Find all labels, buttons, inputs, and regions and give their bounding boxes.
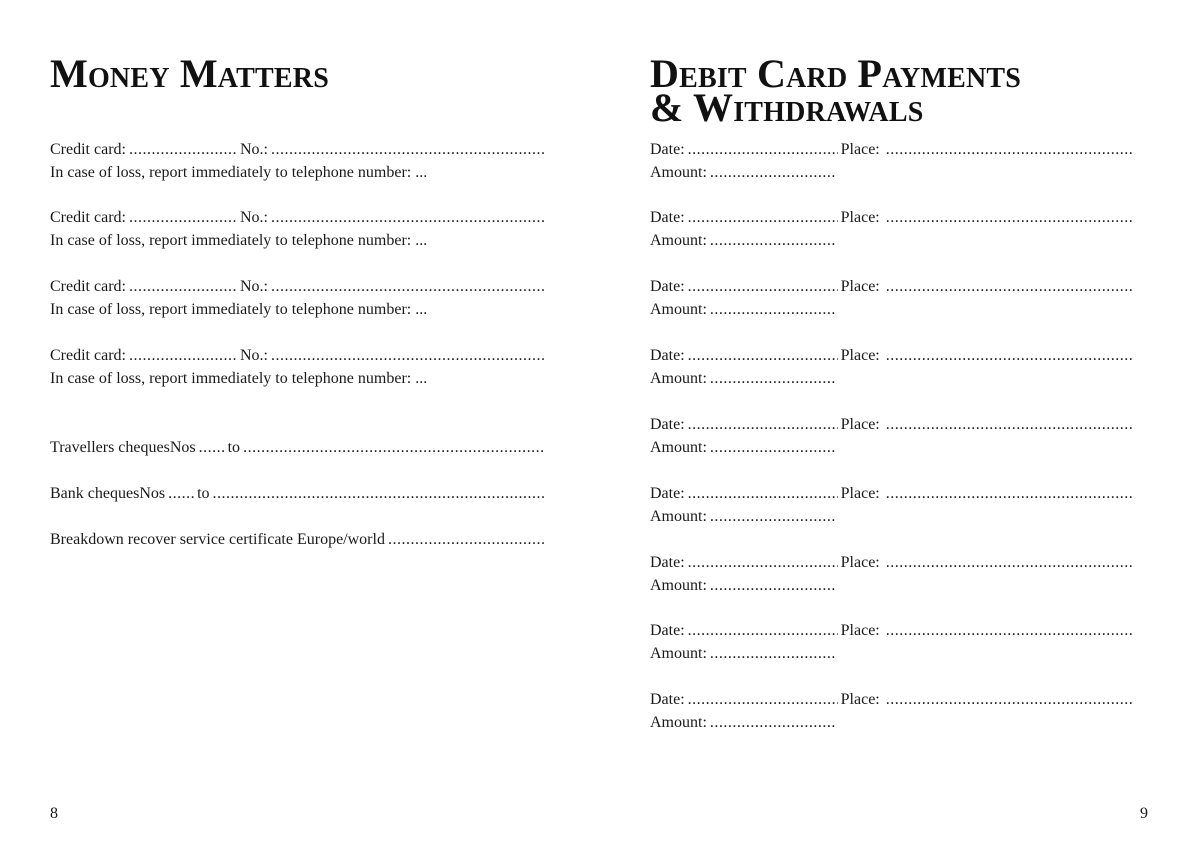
page-number-right: 9 [1140,805,1148,822]
number-field[interactable] [271,346,544,366]
place-label: Place: [840,622,880,639]
amount-line [650,369,850,389]
place-field[interactable] [886,484,1133,504]
amount-label: Amount: [650,577,707,594]
amount-label: Amount: [650,301,707,318]
amount-line [650,713,850,733]
amount-line [650,231,850,251]
place-field[interactable] [886,277,1133,297]
amount-line [650,163,850,183]
date-field[interactable] [688,346,838,366]
date-place-line [650,621,1136,641]
amount-field[interactable] [710,163,836,183]
breakdown-label: Breakdown recover service certificate Europe/world [50,531,385,548]
date-field[interactable] [688,690,838,710]
credit-card-field[interactable] [129,140,237,160]
amount-field[interactable] [710,369,836,389]
amount-field[interactable] [710,576,836,596]
credit-card-line-1 [50,140,547,160]
place-label: Place: [840,485,880,502]
amount-label: Amount: [650,164,707,181]
date-label: Date: [650,278,685,295]
place-field[interactable] [886,690,1133,710]
credit-card-field[interactable] [129,277,237,297]
travellers-cheques-label: Travellers cheques [50,439,170,456]
place-label: Place: [840,278,880,295]
place-field[interactable] [886,346,1133,366]
place-label: Place: [840,416,880,433]
page-title [650,51,1022,130]
place-label: Place: [840,554,880,571]
nos-to-field[interactable] [213,484,544,504]
date-place-line [650,690,1136,710]
number-label: No.: [239,347,268,364]
date-place-line [650,208,1136,228]
nos-from-field[interactable] [168,484,194,504]
date-place-line [650,553,1136,573]
date-label: Date: [650,622,685,639]
place-label: Place: [840,209,880,226]
right-page [650,0,1148,850]
loss-line-4: In case of loss, report immediately to telephone number: ... [50,370,428,387]
credit-card-label: Credit card: [50,209,126,226]
loss-line-1: In case of loss, report immediately to telephone number: ... [50,164,428,181]
place-field[interactable] [886,621,1133,641]
number-field[interactable] [271,277,544,297]
loss-line-2: In case of loss, report immediately to telephone number: ... [50,232,428,249]
bank-cheques-line [50,484,547,504]
place-field[interactable] [886,208,1133,228]
loss-line-3: In case of loss, report immediately to telephone number: ... [50,301,428,318]
nos-label: Nos [169,439,196,456]
amount-line [650,644,850,664]
amount-field[interactable] [710,300,836,320]
amount-label: Amount: [650,714,707,731]
number-label: No.: [239,209,268,226]
amount-field[interactable] [710,713,836,733]
amount-field[interactable] [710,644,836,664]
date-label: Date: [650,485,685,502]
credit-card-line-2 [50,208,547,228]
date-label: Date: [650,141,685,158]
title-line-2: & Withdrawals [650,85,924,130]
place-field[interactable] [886,140,1133,160]
date-place-line [650,484,1136,504]
date-place-line [650,346,1136,366]
page-number-left: 8 [50,805,58,822]
amount-label: Amount: [650,439,707,456]
date-label: Date: [650,347,685,364]
date-place-line [650,415,1136,435]
amount-field[interactable] [710,231,836,251]
credit-card-label: Credit card: [50,141,126,158]
place-label: Place: [840,347,880,364]
to-label: to [227,439,241,456]
page-title: Money Matters [50,51,329,96]
breakdown-field[interactable] [388,530,544,550]
date-label: Date: [650,416,685,433]
left-page [50,0,547,850]
amount-field[interactable] [710,438,836,458]
date-field[interactable] [688,415,838,435]
bank-cheques-label: Bank cheques [50,485,140,502]
nos-to-field[interactable] [243,438,544,458]
credit-card-line-3 [50,277,547,297]
date-place-line [650,140,1136,160]
amount-line [650,300,850,320]
date-field[interactable] [688,484,838,504]
amount-label: Amount: [650,645,707,662]
date-label: Date: [650,691,685,708]
date-field[interactable] [688,621,838,641]
amount-field[interactable] [710,507,836,527]
credit-card-label: Credit card: [50,347,126,364]
date-label: Date: [650,209,685,226]
amount-line [650,576,850,596]
credit-card-line-4 [50,346,547,366]
travellers-cheques-line [50,438,547,458]
title-line-1: Debit Card Payments [650,51,1022,96]
credit-card-field[interactable] [129,346,237,366]
amount-label: Amount: [650,508,707,525]
date-field[interactable] [688,140,838,160]
nos-label: Nos [139,485,166,502]
date-field[interactable] [688,208,838,228]
date-label: Date: [650,554,685,571]
place-label: Place: [840,691,880,708]
amount-line [650,507,850,527]
amount-line [650,438,850,458]
breakdown-line [50,530,547,550]
place-field[interactable] [886,415,1133,435]
amount-label: Amount: [650,232,707,249]
nos-from-field[interactable] [199,438,225,458]
number-label: No.: [239,141,268,158]
number-field[interactable] [271,140,544,160]
credit-card-field[interactable] [129,208,237,228]
place-label: Place: [840,141,880,158]
date-field[interactable] [688,277,838,297]
date-field[interactable] [688,553,838,573]
number-label: No.: [239,278,268,295]
date-place-line [650,277,1136,297]
number-field[interactable] [271,208,544,228]
credit-card-label: Credit card: [50,278,126,295]
to-label: to [197,485,210,502]
place-field[interactable] [886,553,1133,573]
amount-label: Amount: [650,370,707,387]
